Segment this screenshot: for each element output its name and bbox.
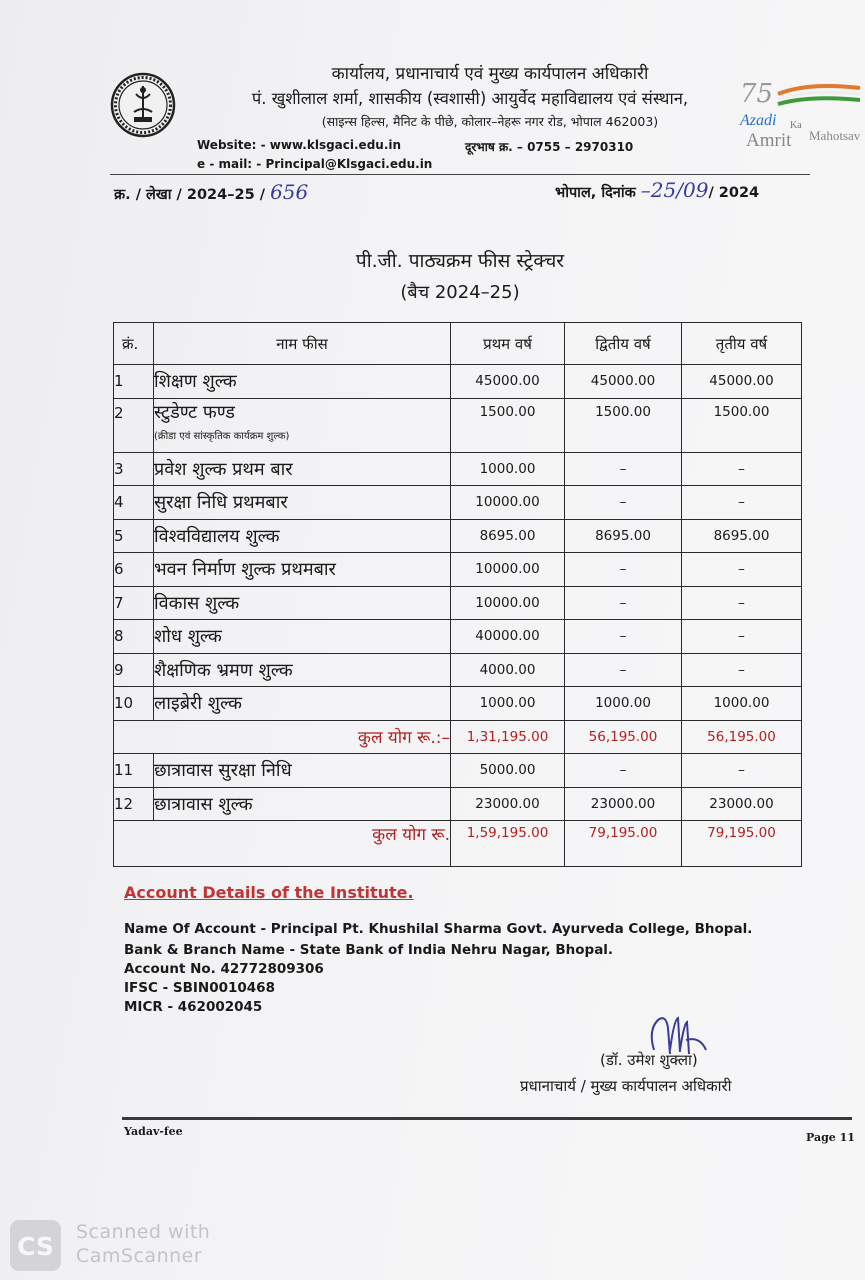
azadi-ka-amrit-mahotsav-logo [738,80,865,155]
watermark-line1: Scanned with [76,1221,211,1243]
row-serial: 7 [114,586,154,620]
row-serial: 9 [114,653,154,687]
row-third-year: – [682,586,802,620]
table-row [114,553,802,587]
table-row [114,519,802,553]
row-first-year: 23000.00 [451,787,565,821]
row-third-year: – [682,452,802,486]
row-serial: 8 [114,620,154,654]
header-fee-name: नाम फीस [154,323,451,365]
ifsc-code: IFSC - SBIN0010468 [124,980,275,996]
row-first-year: 40000.00 [451,620,565,654]
footer-file-label: Yadav-fee [124,1125,183,1138]
date-year: / 2024 [708,185,760,201]
row-serial: 12 [114,787,154,821]
table-row [114,398,802,452]
header-serial: क्रं. [114,323,154,365]
row-third-year: – [682,486,802,520]
row-third-year: – [682,754,802,788]
reference-number [114,180,308,204]
ref-handwritten-number: 656 [270,180,309,204]
row-serial: 11 [114,754,154,788]
letter-date [555,178,759,202]
email-text: e - mail: - Principal@Klsgaci.edu.in [197,157,433,171]
account-name: Name Of Account - Principal Pt. Khushilal Sharma Govt. Ayurveda College, Bhopal. [124,921,753,937]
fee-structure-table [113,322,802,867]
grand-total-third-year: 79,195.00 [682,821,802,867]
college-name: पं. खुशीलाल शर्मा, शासकीय (स्वशासी) आयुर्वेद महाविद्यालय एवं संस्थान, [251,89,689,108]
row-fee-name: शोध शुल्क [154,620,451,654]
batch-subtitle: (बैच 2024–25) [400,282,520,303]
row-fee-name: प्रवेश शुल्क प्रथम बार [154,452,451,486]
row-fee-name: शैक्षणिक भ्रमण शुल्क [154,653,451,687]
office-title: कार्यालय, प्रधानाचार्य एवं मुख्य कार्यपालन अधिकारी [331,64,649,84]
row-third-year: 1000.00 [682,687,802,721]
svg-text:Azadi: Azadi [740,112,777,129]
row-serial: 10 [114,687,154,721]
table-row [114,586,802,620]
camscanner-logo-icon [8,1218,63,1273]
row-fee-name-cell [154,398,451,452]
row-third-year: 45000.00 [682,365,802,399]
document-title: पी.जी. पाठ्यक्रम फीस स्ट्रेक्चर [355,250,565,272]
row-fee-name: स्टुडेण्ट फण्ड [154,401,235,423]
table-row [114,452,802,486]
header-first-year: प्रथम वर्ष [451,323,565,365]
watermark-line2: CamScanner [76,1245,203,1267]
row-second-year: 23000.00 [565,787,682,821]
row-fee-name: छात्रावास सुरक्षा निधि [154,754,451,788]
row-fee-name: छात्रावास शुल्क [154,787,451,821]
row-second-year: – [565,452,682,486]
row-serial: 2 [114,398,154,452]
row-first-year: 5000.00 [451,754,565,788]
signatory-name: (डॉ. उमेश शुक्ला) [600,1051,698,1069]
college-emblem-icon [110,72,176,138]
row-second-year: – [565,754,682,788]
bank-branch: Bank & Branch Name - State Bank of India Nehru Nagar, Bhopal. [124,942,614,958]
account-number: Account No. 42772809306 [124,961,324,977]
row-third-year: 8695.00 [682,519,802,553]
account-details-heading: Account Details of the Institute. [124,883,414,902]
header-third-year: तृतीय वर्ष [682,323,802,365]
row-first-year: 1500.00 [451,398,565,452]
row-first-year: 45000.00 [451,365,565,399]
row-serial: 4 [114,486,154,520]
row-fee-name: सुरक्षा निधि प्रथमबार [154,486,451,520]
table-row [114,653,802,687]
row-serial: 6 [114,553,154,587]
row-first-year: 10000.00 [451,553,565,587]
subtotal-row [114,720,802,754]
row-second-year: – [565,486,682,520]
grand-total-second-year: 79,195.00 [565,821,682,867]
grand-total-row [114,821,802,867]
row-fee-name: शिक्षण शुल्क [154,365,451,399]
row-fee-name: विकास शुल्क [154,586,451,620]
header-divider [110,174,810,175]
micr-code: MICR - 462002045 [124,999,263,1015]
website-text: Website: - www.klsgaci.edu.in [197,138,402,152]
svg-text:75: 75 [740,80,774,109]
subtotal-label: कुल योग रू.:– [114,720,451,754]
page-number: Page 11 [806,1131,855,1144]
row-second-year: 8695.00 [565,519,682,553]
phone-text: दूरभाष क्र. – 0755 – 2970310 [465,140,634,154]
table-row [114,687,802,721]
row-third-year: – [682,653,802,687]
row-fee-name: विश्वविद्यालय शुल्क [154,519,451,553]
svg-text:Mahotsav: Mahotsav [809,128,861,143]
row-serial: 1 [114,365,154,399]
footer-divider [122,1117,852,1120]
row-serial: 3 [114,452,154,486]
subtotal-first-year: 1,31,195.00 [451,720,565,754]
row-second-year: – [565,620,682,654]
table-row [114,365,802,399]
grand-total-label: कुल योग रू. [114,821,451,867]
table-row [114,620,802,654]
row-first-year: 10000.00 [451,586,565,620]
svg-text:Amrit: Amrit [746,130,792,151]
row-first-year: 10000.00 [451,486,565,520]
row-second-year: 45000.00 [565,365,682,399]
table-row [114,787,802,821]
row-second-year: – [565,653,682,687]
row-third-year: – [682,620,802,654]
row-second-year: 1500.00 [565,398,682,452]
row-fee-subnote: (क्रीडा एवं सांस्कृतिक कार्यक्रम शुल्क) [154,430,290,442]
table-row [114,486,802,520]
table-row [114,754,802,788]
row-second-year: – [565,586,682,620]
row-first-year: 1000.00 [451,687,565,721]
header-second-year: द्वितीय वर्ष [565,323,682,365]
college-address: (साइन्स हिल्स, मैनिट के पीछे, कोलार–नेहरू नगर रोड, भोपाल 462003) [321,114,659,129]
row-third-year: 1500.00 [682,398,802,452]
row-second-year: 1000.00 [565,687,682,721]
svg-text:CS: CS [17,1232,54,1261]
row-first-year: 8695.00 [451,519,565,553]
ref-prefix: क्र. / लेखा / 2024–25 / [114,187,266,203]
row-third-year: 23000.00 [682,787,802,821]
date-prefix: भोपाल, दिनांक [555,185,636,201]
row-fee-name: लाइब्रेरी शुल्क [154,687,451,721]
grand-total-first-year: 1,59,195.00 [451,821,565,867]
subtotal-second-year: 56,195.00 [565,720,682,754]
date-handwritten: –25/09 [640,178,709,202]
table-header-row [114,323,802,365]
row-serial: 5 [114,519,154,553]
signatory-designation: प्रधानाचार्य / मुख्य कार्यपालन अधिकारी [520,1077,732,1095]
row-third-year: – [682,553,802,587]
scanner-watermark [76,1220,210,1268]
row-first-year: 1000.00 [451,452,565,486]
svg-text:Ka: Ka [790,120,802,131]
subtotal-third-year: 56,195.00 [682,720,802,754]
row-first-year: 4000.00 [451,653,565,687]
row-second-year: – [565,553,682,587]
row-fee-name: भवन निर्माण शुल्क प्रथमबार [154,553,451,587]
